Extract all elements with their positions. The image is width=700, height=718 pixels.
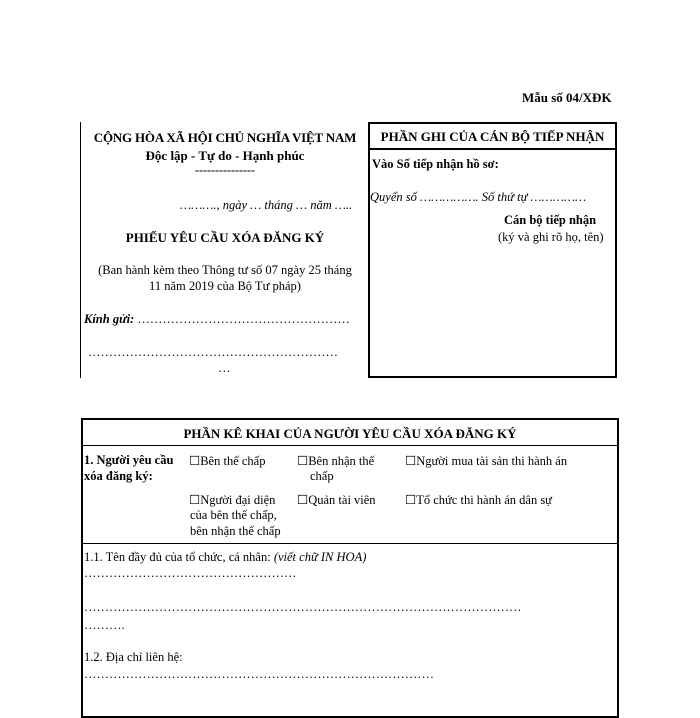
representative-label-line-2: của bên thế chấp,	[190, 508, 277, 522]
fullname-note: (viết chữ IN HOA)	[273, 550, 367, 564]
enforcement-checkbox[interactable]: ☐	[405, 493, 417, 507]
option-pledgee[interactable]	[297, 453, 374, 469]
administrator-label: Quản tài viên	[308, 493, 376, 507]
pledgor-checkbox[interactable]: ☐	[189, 454, 201, 468]
form-title: PHIẾU YÊU CẦU XÓA ĐĂNG KÝ	[125, 230, 325, 245]
recipient-dots-line-3: …	[218, 361, 231, 375]
fullname-dots-1[interactable]: ……………………………………………	[84, 566, 297, 580]
pledgee-checkbox[interactable]: ☐	[297, 454, 309, 468]
declaration-title: PHẦN KÊ KHAI CỦA NGƯỜI YÊU CẦU XÓA ĐĂNG KÝ	[183, 426, 517, 441]
date-line: ………., ngày … tháng … năm …..	[180, 198, 353, 212]
motto-divider: ---------------	[195, 163, 255, 177]
address-label: 1.2. Địa chỉ liên hệ:	[84, 650, 183, 664]
option-enforcement-agency[interactable]	[405, 492, 552, 508]
fullname-dots-2[interactable]: ……………………………………………………………………………………………	[84, 600, 522, 614]
fullname-dots-3[interactable]: ……….	[84, 618, 125, 632]
register-line: Vào Số tiếp nhận hồ sơ:	[372, 157, 499, 171]
pledgee-label-line-2: chấp	[310, 469, 334, 483]
recipient-label: Kính gửi:	[84, 312, 135, 326]
receiving-officer: Cán bộ tiếp nhận	[504, 213, 597, 227]
receiver-box	[368, 122, 617, 378]
receiver-box-title: PHẦN GHI CỦA CÁN BỘ TIẾP NHẬN	[380, 129, 605, 144]
recipient-dots-line-2: ……………………………………………………	[88, 345, 338, 359]
issued-line-2: 11 năm 2019 của Bộ Tư pháp)	[149, 279, 301, 293]
national-motto: Độc lập - Tự do - Hạnh phúc	[145, 148, 305, 163]
representative-checkbox[interactable]: ☐	[189, 493, 201, 507]
pledgee-label-line-1: Bên nhận thế	[308, 454, 375, 468]
left-border-line	[80, 122, 81, 378]
pledgor-label: Bên thế chấp	[200, 454, 266, 468]
recipient-line	[84, 312, 350, 327]
administrator-checkbox[interactable]: ☐	[297, 493, 309, 507]
book-number-line: Quyển số ……………. Số thứ tự ……………	[370, 190, 587, 204]
recipient-dots: ……………………………………………	[137, 312, 350, 326]
representative-label-line-3: bên nhận thế chấp	[190, 524, 281, 538]
buyer-label: Người mua tài sản thi hành án	[416, 454, 568, 468]
representative-label-line-1: Người đại diện	[200, 493, 276, 507]
fullname-label-text: 1.1. Tên đầy đủ của tổ chức, cá nhân:	[84, 550, 274, 564]
fullname-label	[84, 550, 366, 565]
officer-signature-note: (ký và ghi rõ họ, tên)	[498, 230, 604, 244]
option-buyer[interactable]	[405, 453, 567, 469]
buyer-checkbox[interactable]: ☐	[405, 454, 417, 468]
issued-line-1: (Ban hành kèm theo Thông tư số 07 ngày 25 tháng	[98, 263, 352, 277]
option-pledgor[interactable]	[189, 453, 265, 469]
requester-row-divider	[83, 543, 617, 544]
form-number: Mẫu số 04/XĐK	[522, 90, 612, 105]
requester-label-line-1: 1. Người yêu cầu	[84, 453, 174, 467]
enforcement-label: Tổ chức thi hành án dân sự	[416, 493, 552, 507]
address-dots[interactable]: …………………………………………………………………………	[84, 667, 434, 681]
option-representative[interactable]	[189, 492, 275, 508]
requester-label-line-2: xóa đăng ký:	[84, 469, 153, 483]
option-administrator[interactable]	[297, 492, 376, 508]
declaration-title-divider	[83, 445, 617, 446]
declaration-section	[81, 418, 619, 718]
country-title: CỘNG HÒA XÃ HỘI CHỦ NGHĨA VIỆT NAM	[93, 130, 357, 145]
receiver-title-divider	[370, 148, 615, 150]
